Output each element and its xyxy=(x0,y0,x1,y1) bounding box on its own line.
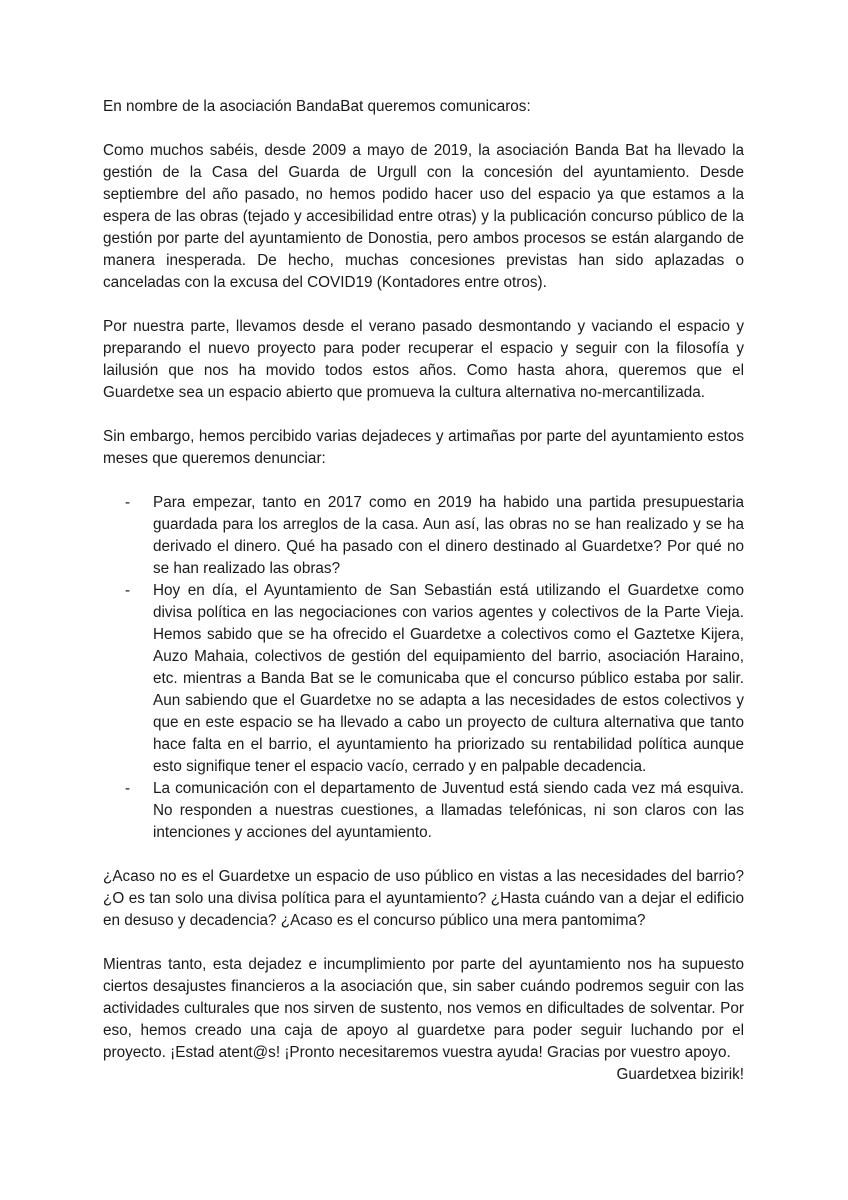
paragraph-our-part: Por nuestra parte, llevamos desde el verano pasado desmontando y vaciando el espacio y preparando el nuevo proyecto para poder recuperar el espacio y seguir con la filosofía y lailusión que nos ha movido todos estos años. Como hasta ahora, queremos que el Guardetxe sea un espacio abierto que promueva la cultura alternativa no-mercantilizada. xyxy=(103,318,744,401)
list-item xyxy=(103,492,744,580)
paragraph-final: Mientras tanto, esta dejadez e incumplimiento por parte del ayuntamiento nos ha supuesto ciertos desajustes financieros a la asociación que, sin saber cuándo podremos seguir con las actividades culturales que nos sirven de sustento, nos vemos en dificultades de solventar. Por eso, hemos creado una caja de apoyo al guardetxe para poder seguir luchando por el proyecto. ¡Estad atent@s! ¡Pronto necesitaremos vuestra ayuda! Gracias por vuestro apoyo. xyxy=(103,956,744,1061)
letter-page xyxy=(103,96,744,1086)
bullet-dash: - xyxy=(125,494,131,511)
greeting: En nombre de la asociación BandaBat queremos comunicaros: xyxy=(103,98,531,115)
complaint-list xyxy=(103,492,744,844)
bullet-dash: - xyxy=(125,780,131,797)
bullet-dash: - xyxy=(125,582,131,599)
list-item-text: La comunicación con el departamento de Juventud está siendo cada vez má esquiva. No responden a nuestras cuestiones, a llamadas telefónicas, ni son claros con las intenciones y acciones del ayuntamiento. xyxy=(153,780,744,841)
list-item xyxy=(103,778,744,844)
list-item-text: Hoy en día, el Ayuntamiento de San Sebastián está utilizando el Guardetxe como divisa política en las negociaciones con varios agentes y colectivos de la Parte Vieja. Hemos sabido que se ha ofrecido el Guardetxe a colectivos como el Gaztetxe Kijera, Auzo Mahaia, colectivos de gestión del equipamiento del barrio, asociación Haraino, etc. mientras a Banda Bat se le comunicaba que el concurso público estaba por salir. Aun sabiendo que el Guardetxe no se adapta a las necesidades de estos colectivos y que en este espacio se ha llevado a cabo un proyecto de cultura alternativa que tanto hace falta en el barrio, el ayuntamiento ha priorizado su rentabilidad política aunque esto signifique tener el espacio vacío, cerrado y en palpable decadencia. xyxy=(153,582,744,775)
list-item-text: Para empezar, tanto en 2017 como en 2019 ha habido una partida presupuestaria guardada para los arreglos de la casa. Aun así, las obras no se han realizado y se ha derivado el dinero. Qué ha pasado con el dinero destinado al Guardetxe? Por qué no se han realizado las obras? xyxy=(153,494,744,577)
paragraph-denounce-intro: Sin embargo, hemos percibido varias dejadeces y artimañas por parte del ayuntamiento estos meses que queremos denunciar: xyxy=(103,428,744,467)
signoff: Guardetxea bizirik! xyxy=(616,1066,744,1083)
list-item xyxy=(103,580,744,778)
paragraph-questions: ¿Acaso no es el Guardetxe un espacio de uso público en vistas a las necesidades del barrio? ¿O es tan solo una divisa política para el ayuntamiento? ¿Hasta cuándo van a dejar el edificio en desuso y decadencia? ¿Acaso es el concurso público una mera pantomima? xyxy=(103,868,744,929)
paragraph-history: Como muchos sabéis, desde 2009 a mayo de 2019, la asociación Banda Bat ha llevado la gestión de la Casa del Guarda de Urgull con la concesión del ayuntamiento. Desde septiembre del año pasado, no hemos podido hacer uso del espacio ya que estamos a la espera de las obras (tejado y accesibilidad entre otras) y la publicación concurso público de la gestión por parte del ayuntamiento de Donostia, pero ambos procesos se están alargando de manera inesperada. De hecho, muchas concesiones previstas han sido aplazadas o canceladas con la excusa del COVID19 (Kontadores entre otros). xyxy=(103,142,744,291)
